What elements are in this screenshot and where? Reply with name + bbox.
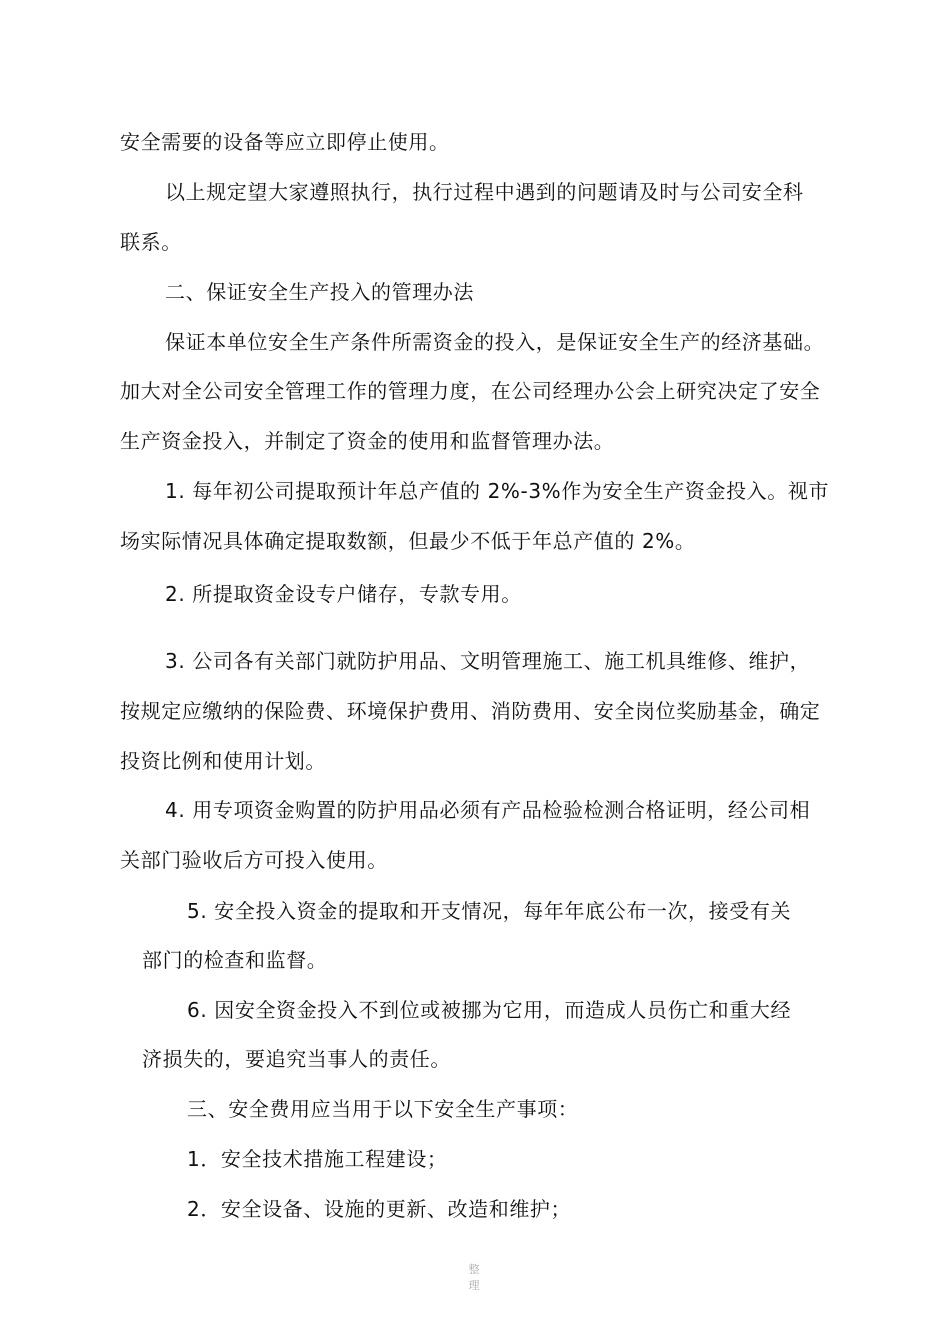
- section-heading: 三、安全费用应当用于以下安全生产事项：: [187, 1097, 579, 1121]
- text-line: 投资比例和使用计划。: [120, 749, 326, 773]
- text-line: 场实际情况具体确定提取数额，但最少不低于年总产值的 2%。: [120, 529, 696, 553]
- list-item-text: 1．安全技术措施工程建设；: [187, 1147, 448, 1171]
- list-item-text: 6. 因安全资金投入不到位或被挪为它用，而造成人员伤亡和重大经: [187, 998, 792, 1022]
- page-footer: 整理: [468, 1263, 480, 1292]
- list-item-text: 3. 公司各有关部门就防护用品、文明管理施工、施工机具维修、维护，: [165, 649, 811, 673]
- text-line: 保证本单位安全生产条件所需资金的投入，是保证安全生产的经济基础。: [165, 330, 825, 354]
- list-item-text: 2．安全设备、设施的更新、改造和维护；: [187, 1197, 572, 1221]
- text-line: 部门的检查和监督。: [142, 948, 328, 972]
- text-line: 加大对全公司安全管理工作的管理力度，在公司经理办公会上研究决定了安全: [120, 379, 821, 403]
- list-item-text: 2. 所提取资金设专户储存，专款专用。: [165, 582, 522, 606]
- list-item-text: 5. 安全投入资金的提取和开支情况，每年年底公布一次，接受有关: [187, 899, 792, 923]
- text-line: 安全需要的设备等应立即停止使用。: [120, 130, 450, 154]
- text-line: 生产资金投入，并制定了资金的使用和监督管理办法。: [120, 429, 615, 453]
- text-line: 以上规定望大家遵照执行，执行过程中遇到的问题请及时与公司安全科: [165, 180, 804, 204]
- text-line: 关部门验收后方可投入使用。: [120, 848, 388, 872]
- text-line: 联系。: [120, 230, 182, 254]
- section-heading: 二、保证安全生产投入的管理办法: [165, 280, 474, 304]
- list-item-text: 4. 用专项资金购置的防护用品必须有产品检验检测合格证明，经公司相: [165, 798, 811, 822]
- text-line: 济损失的，要追究当事人的责任。: [142, 1047, 451, 1071]
- list-item-text: 1. 每年初公司提取预计年总产值的 2%-3%作为安全生产资金投入。视市: [165, 479, 830, 503]
- text-line: 按规定应缴纳的保险费、环境保护费用、消防费用、安全岗位奖励基金，确定: [120, 699, 821, 723]
